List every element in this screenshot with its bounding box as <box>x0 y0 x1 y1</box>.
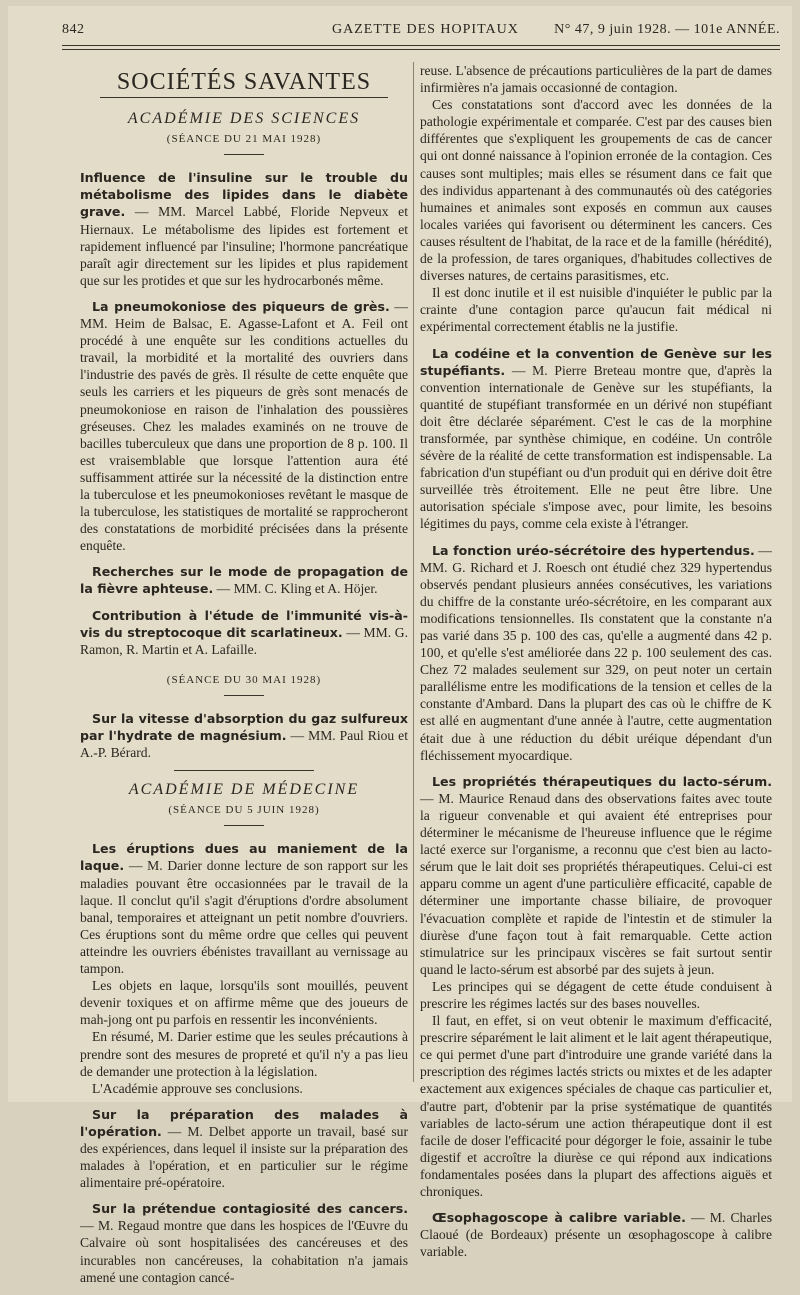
article-title: Sur la prétendue contagiosité des cancers. <box>92 1201 408 1217</box>
paragraph: Ces constatations sont d'accord avec les données de la pathologie expérimentale et comparée. C'est par des causes bien différentes que s'expliquent les groupements de cas de cancer qui ont donné naissance à l'opinion erronée de la contagion. Ces causes sont multiples; mais elles se résument dans ce fait que des individus appartenant à des communautés où des catégories humaines et animales sont exposés en commun aux causes locales variées qui favorisent ou déterminent les cancers. Ces causes résultent de l'habitat, de la race et de la famille (hérédité), de la profession, de tares organiques, d'habitudes collectives de diverses natures, de certains parasitismes, etc. <box>420 97 772 284</box>
article-contagiosite <box>80 1200 408 1285</box>
article-lacto-serum <box>420 773 772 978</box>
paragraph: En résumé, M. Darier estime que les seules précautions à prendre sont des mesures de propreté et qu'il n'y a pas lieu de demander une protection à la législation. <box>80 1029 408 1079</box>
article-title: La codéine et la convention de Genève sur les stupéfiants. <box>420 345 772 378</box>
article-gaz-sulfureux <box>80 710 408 761</box>
seance-heading: (SÉANCE DU 5 JUIN 1928) <box>168 804 320 817</box>
article-title: La fonction uréo-sécrétoire des hypertendus. <box>432 542 755 558</box>
article-body: — M. Pierre Breteau montre que, d'après la convention internationale de Genève sur les stupéfiants, la quantité de stupéfiant transformée en un dérivé non stupéfiant doit être déclarée séparément. C'est le cas de la morphine transformée, par synthèse chimique, en codéine. Un contrôle sévère de la réalité de cette transformation est indispensable. La fabrication d'un stupéfiant ou d'un produit qui en dérive doit être surveillée très étroitement. Elle ne peut être libre. Une autorisation spéciale s'impose avec, pour limite, les besoins légitimes du pays, comme cela existe à l'étranger. <box>420 362 772 532</box>
paragraph: Il est donc inutile et il est nuisible d'inquiéter le public par la crainte d'une contagion parce qu'aucun fait médical ni expérimental correctement établis ne la justifie. <box>420 285 772 335</box>
header-rule <box>62 45 780 46</box>
article-preparation <box>80 1106 408 1191</box>
article-body: — M. Regaud montre que dans les hospices de l'Œuvre du Calvaire où sont hospitalisées des cancéreuses et des incurables non cancéreuses, la cohabitation n'a jamais amené une contagion cancé- <box>80 1218 408 1285</box>
article-title: Influence de l'insuline sur le trouble du métabolisme des lipides dans le diabète grave. <box>80 170 408 220</box>
issue-date: N° 47, 9 juin 1928. — 101e ANNÉE. <box>554 22 780 37</box>
article-body: — MM. G. Richard et J. Roesch ont étudié chez 329 hypertendus observés pendant plusieurs années consécutives, les variations du chiffre de la constante uréo-sécrétoire, en les comparant aux modifications tensionnelles. Ils constatent que la constante n'a pas varié dans 35 p. 100 des cas, qu'elle a augmenté dans 42 p. 100, et qu'elle s'est améliorée dans 22 p. 100 seulement des cas. Chez 72 malades seulement sur 329, on peut noter un certain parallélisme entre les modifications de la tension et celles de la constante d'Ambard. Dans la plupart des cas où le chiffre de K est allé en augmentant d'une année à l'autre, cette augmentation était due à une réduction du débit uréique dépendant d'un fléchissement myocardique. <box>420 542 772 763</box>
page-number: 842 <box>62 22 85 37</box>
academy-sciences-heading: ACADÉMIE DES SCIENCES <box>127 110 361 128</box>
article-body: — M. Charles Claoué (de Bordeaux) présente un œsophagoscope à calibre variable. <box>420 1210 772 1260</box>
article-pneumokoniose <box>80 298 408 554</box>
paragraph: Les objets en laque, lorsqu'ils sont mouillés, peuvent devenir toxiques et on affirme même que des joueurs de mah-jong ont pu parfois en ressentir les inconvénients. <box>80 978 408 1028</box>
article-body: — MM. C. Kling et A. Höjer. <box>213 581 378 597</box>
paragraph: reuse. L'absence de précautions particulières de la part de dames infirmières n'a jamais occasionné de contagion. <box>420 63 772 96</box>
short-rule <box>224 154 264 155</box>
article-body: — M. Darier donne lecture de son rapport sur les maladies pouvant être occasionnées par le travail de la laque. Il conclut qu'il s'agit d'éruptions d'ordre absolument banal, temporaires et atteignant un petit nombre d'ouvriers. Ces éruptions sont du même ordre que celles qui peuvent atteindre les ouvriers ébénistes travaillant au vernissage au tampon. <box>80 858 408 977</box>
page-header <box>62 22 780 46</box>
article-title: Contribution à l'étude de l'immunité vis-à-vis du streptocoque dit scarlatineux. <box>80 607 408 640</box>
section-title: SOCIÉTÉS SAVANTES <box>116 69 372 95</box>
article-title: Sur la vitesse d'absorption du gaz sulfureux par l'hydrate de magnésium. <box>80 710 408 743</box>
article-body: — MM. Marcel Labbé, Floride Nepveux et Hiernaux. Le métabolisme des lipides est fortement et rapidement influencé par l'insuline; l'hormone pancréatique paraît agir directement sur les lipides et plus rapidement que sur les protides et que sur les hydrocarbonés même. <box>80 204 408 288</box>
column-divider <box>413 62 414 1082</box>
left-column <box>80 60 408 1295</box>
article-title: Recherches sur le mode de propagation de la fièvre aphteuse. <box>80 564 408 597</box>
short-rule <box>224 695 264 696</box>
section-rule <box>100 97 388 98</box>
article-hypertendus <box>420 542 772 764</box>
article-insuline <box>80 169 408 289</box>
academy-medecine-heading: ACADÉMIE DE MÉDECINE <box>128 781 360 799</box>
paragraph: Les principes qui se dégagent de cette étude conduisent à prescrire les régimes lactés sur des bases nouvelles. <box>420 978 772 1011</box>
article-oesophagoscope <box>420 1209 772 1260</box>
article-body: — M. Maurice Renaud dans des observations faites avec toute la rigueur convenable et qui avaient été entreprises pour déterminer le mécanisme de l'heureuse influence que le régime lacté exerce sur l'organisme, a reconnu que c'est bien au lacto-sérum que le lait doit ses propriétés thérapeutiques. Celui-ci est apparu comme un agent d'une particulière efficacité, capable de déterminer une importante chasse biliaire, de provoquer l'évacuation complète et rapide de l'intestin et de stimuler la diurèse d'une façon tout à fait remarquable. Cette action stimulatrice sur les principaux viscères se fait surtout sentir quand le lacto-sérum est absorbé par des sujets à jeun. <box>420 790 772 977</box>
article-title: La pneumokoniose des piqueurs de grès. <box>92 298 390 314</box>
article-title: Les éruptions dues au maniement de la laque. <box>80 841 408 874</box>
article-title: Les propriétés thérapeutiques du lacto-sérum. <box>432 773 772 789</box>
journal-title: GAZETTE DES HOPITAUX <box>332 22 519 37</box>
right-column <box>420 62 772 1269</box>
paragraph: Il faut, en effet, si on veut obtenir le maximum d'efficacité, prescrire séparément le lait aliment et le lait agent thérapeutique, ce qui permet d'une part d'introduire une grande variété dans la prescription des régimes lactés stricts ou mixtes et de les adapter exactement aux exigences spéciales de chaque cas particulier et, d'autre part, d'obtenir par la prise systématique de quantités variables de lacto-sérum une action thérapeutique dont il est facile de doser l'efficacité pour dégorger le foie, assainir le tube digestif et accroître la diurèse ce qui répond aux indications fondamentales posées dans la plupart des affections aiguës et chroniques. <box>420 1013 772 1199</box>
article-codeine <box>420 345 772 533</box>
seance-heading: (SÉANCE DU 21 MAI 1928) <box>166 133 322 146</box>
article-title: Sur la préparation des malades à l'opération. <box>80 1106 408 1139</box>
article-title: Œsophagoscope à calibre variable. <box>432 1210 686 1226</box>
article-body: — MM. G. Ramon, R. Martin et A. Lafaille. <box>80 624 408 657</box>
article-fievre-aphteuse <box>80 563 408 597</box>
article-body: — MM. Heim de Balsac, E. Agasse-Lafont et A. Feil ont procédé à une enquête sur les conditions actuelles du travail, la morbidité et la mortalité des ouvriers dans l'industrie des pavés de grès. Il résulte de cette enquête que seuls les carriers et les piqueurs de grès sont menacés de pneumokoniose en raison de l'inhalation des poussières gréseuses. Chez les malades examinés on ne trouve de bacilles tuberculeux que dans une proportion de 8 p. 100. Il est vraisemblable que lorsque l'attention aura été suffisamment attirée sur la nécessité de la distinction entre la tuberculose et les pneumokonioses revêtant le masque de la tuberculose, les statistiques de mortalité se rapprocheront des constatations de morbidité précisées dans la présente enquête. <box>80 298 408 554</box>
article-streptocoque <box>80 607 408 658</box>
article-laque <box>80 840 408 977</box>
seance-heading: (SÉANCE DU 30 MAI 1928) <box>166 673 322 686</box>
long-rule <box>174 770 314 771</box>
article-body: — MM. Paul Riou et A.-P. Bérard. <box>80 728 408 761</box>
paragraph: L'Académie approuve ses conclusions. <box>92 1080 303 1096</box>
short-rule <box>224 825 264 826</box>
article-body: — M. Delbet apporte un travail, basé sur des expériences, dans lequel il insiste sur la préparation des malades à l'opération, et en particulier sur le régime alimentaire pré-opératoire. <box>80 1123 408 1191</box>
header-rule-2 <box>62 49 780 50</box>
